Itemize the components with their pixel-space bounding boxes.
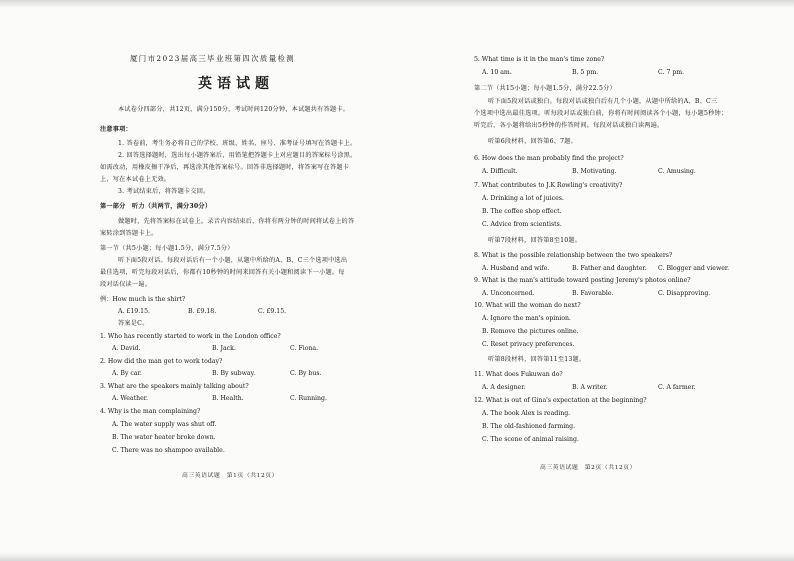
option-4b: B. The water heater broke down. (112, 434, 216, 441)
option-3a: A. Weather. (112, 395, 148, 402)
option-8b: B. Father and daughter. (572, 265, 647, 272)
note-line: 如需改动，用橡皮擦干净后，再选涂其他答案标号。回答非选择题时，将答案写在答题卡 (100, 164, 350, 171)
note-line: 上，写在本试卷上无效。 (100, 176, 171, 183)
sec2-desc-line: 个选项中选出最佳选项。听每段对话或独白前，你将有时间阅读各个小题，每小题5秒钟； (474, 110, 728, 117)
listen-instruction-6: 听第6段材料，回答第6、7题。 (488, 138, 578, 145)
option-2b: B. By subway. (212, 370, 256, 377)
part1-desc-line: 做题时，先将答案标在试卷上。录音内容结束后，你将有两分钟的时间将试卷上的答 (118, 218, 355, 225)
option-1a: A. David. (112, 345, 141, 352)
option-11c: C. A farmer. (658, 384, 696, 391)
question-10: 10. What will the woman do next? (474, 302, 581, 309)
option-12b: B. The old-fashioned farming. (482, 423, 576, 430)
option-6c: C. Amusing. (658, 168, 696, 175)
question-9: 9. What is the man's attitude toward posting Jeremy's photos online? (474, 277, 691, 284)
sec1-desc-line: 最佳选项，听完每段对话后，你都有10秒钟的时间来回答有关小题和阅读下一小题。每 (100, 269, 345, 276)
question-7: 7. What contributes to J.K Rowling's creativity? (474, 182, 623, 189)
question-5: 5. What time is it in the man's time zone? (474, 56, 605, 63)
option-4c: C. There was no shampoo available. (112, 447, 225, 454)
option-9a: A. Unconcerned. (482, 290, 535, 297)
question-4: 4. Why is the man complaining? (100, 408, 201, 415)
question-6: 6. How does the man probably find the project? (474, 155, 624, 162)
option-3c: C. Running. (290, 395, 327, 402)
option-6a: A. Difficult. (482, 168, 518, 175)
question-11: 11. What does Fukuwan do? (474, 371, 563, 378)
option-12c: C. The scene of animal raising. (482, 436, 579, 443)
option-5b: B. 5 pm. (572, 69, 599, 76)
sec1-desc-line: 听下面5段对话。每段对话后有一个小题，从题中所给的A、B、C三个选项中选出 (118, 257, 348, 264)
option-7c: C. Advice from scientists. (482, 221, 562, 228)
option-1c: C. Fiona. (290, 345, 319, 352)
question-3: 3. What are the speakers mainly talking about? (100, 383, 249, 390)
sec2-desc-line: 听完后，各小题将给出5秒钟的作答时间。每段对话或独白读两遍。 (474, 122, 664, 129)
option-1b: B. Jack. (212, 345, 236, 352)
right-page (474, 0, 774, 561)
option-7a: A. Drinking a lot of juices. (482, 195, 564, 202)
option-11a: A. A designer. (482, 384, 526, 391)
note-line: 1. 答卷前，考生务必将自己的学校、班级、姓名、座号、准考证号填写在答题卡上。 (118, 140, 357, 147)
option-8c: C. Blogger and viewer. (658, 265, 730, 272)
option-5a: A. 10 am. (482, 69, 512, 76)
intro-text: 本试卷分四部分，共12页，满分150分，考试时间120分钟，本试题共有答题卡。 (118, 106, 350, 113)
option-10c: C. Reset privacy preferences. (482, 341, 575, 348)
page-title: 英语试题 (198, 76, 274, 92)
option-5c: C. 7 pm. (658, 69, 685, 76)
listen-instruction-7: 听第7段材料，回答第8至10题。 (488, 237, 582, 244)
option-8a: A. Husband and wife. (482, 265, 550, 272)
question-1: 1. Who has recently started to work in the London office? (100, 333, 281, 340)
page-footer: 高三英语试题 第2页（共12页） (540, 465, 637, 471)
sec1-title: 第一节（共5小题；每小题1.5分，满分7.5分） (100, 245, 234, 252)
left-page (100, 0, 390, 561)
option-6b: B. Motivating. (572, 168, 617, 175)
example-question: 例：How much is the shirt? (100, 296, 186, 303)
option-7b: B. The coffee shop effect. (482, 208, 562, 215)
sec1-desc-line: 段对话仅读一遍。 (100, 281, 152, 288)
example-option: B. £9.18. (188, 308, 217, 315)
option-9c: C. Disapproving. (658, 290, 711, 297)
exam-header: 厦门市2023届高三毕业班第四次质量检测 (130, 54, 296, 63)
option-3b: B. Health. (212, 395, 244, 402)
question-12: 12. What is out of Gina's expectation at the beginning? (474, 397, 647, 404)
option-10b: B. Remove the pictures online. (482, 328, 579, 335)
option-11b: B. A writer. (572, 384, 608, 391)
page-footer: 高三英语试题 第1页（共12页） (182, 473, 279, 479)
note-line: 3. 考试结束后，将答题卡交回。 (118, 188, 210, 195)
option-12a: A. The book Alex is reading. (482, 410, 571, 417)
part1-desc-line: 案转涂到答题卡上。 (100, 230, 158, 237)
example-answer: 答案是C。 (118, 320, 149, 327)
notes-title: 注意事项： (100, 126, 132, 133)
note-line: 2. 回答选择题时，选出每小题答案后，用铅笔把答题卡上对应题目的答案标号涂黑。 (118, 152, 357, 159)
example-option: C. £9.15. (258, 308, 287, 315)
example-option: A. £19.15. (118, 308, 151, 315)
option-2c: C. By bus. (290, 370, 322, 377)
listen-instruction-8: 听第8段材料，回答第11至13题。 (488, 356, 586, 363)
part1-title: 第一部分 听力（共两节，满分30分） (100, 203, 212, 210)
question-8: 8. What is the possible relationship between the two speakers? (474, 252, 673, 259)
option-10a: A. Ignore the man's opinion. (482, 315, 571, 322)
sec2-desc-line: 听下面5段对话或独白。每段对话或独白后有几个小题，从题中所给的A、B、C三 (488, 98, 718, 105)
sec2-title: 第二节（共15小题；每小题1.5分，满分22.5分） (474, 85, 616, 92)
option-9b: B. Favorable. (572, 290, 614, 297)
option-4a: A. The water supply was shut off. (112, 421, 217, 428)
question-2: 2. How did the man get to work today? (100, 358, 223, 365)
option-2a: A. By car. (112, 370, 142, 377)
